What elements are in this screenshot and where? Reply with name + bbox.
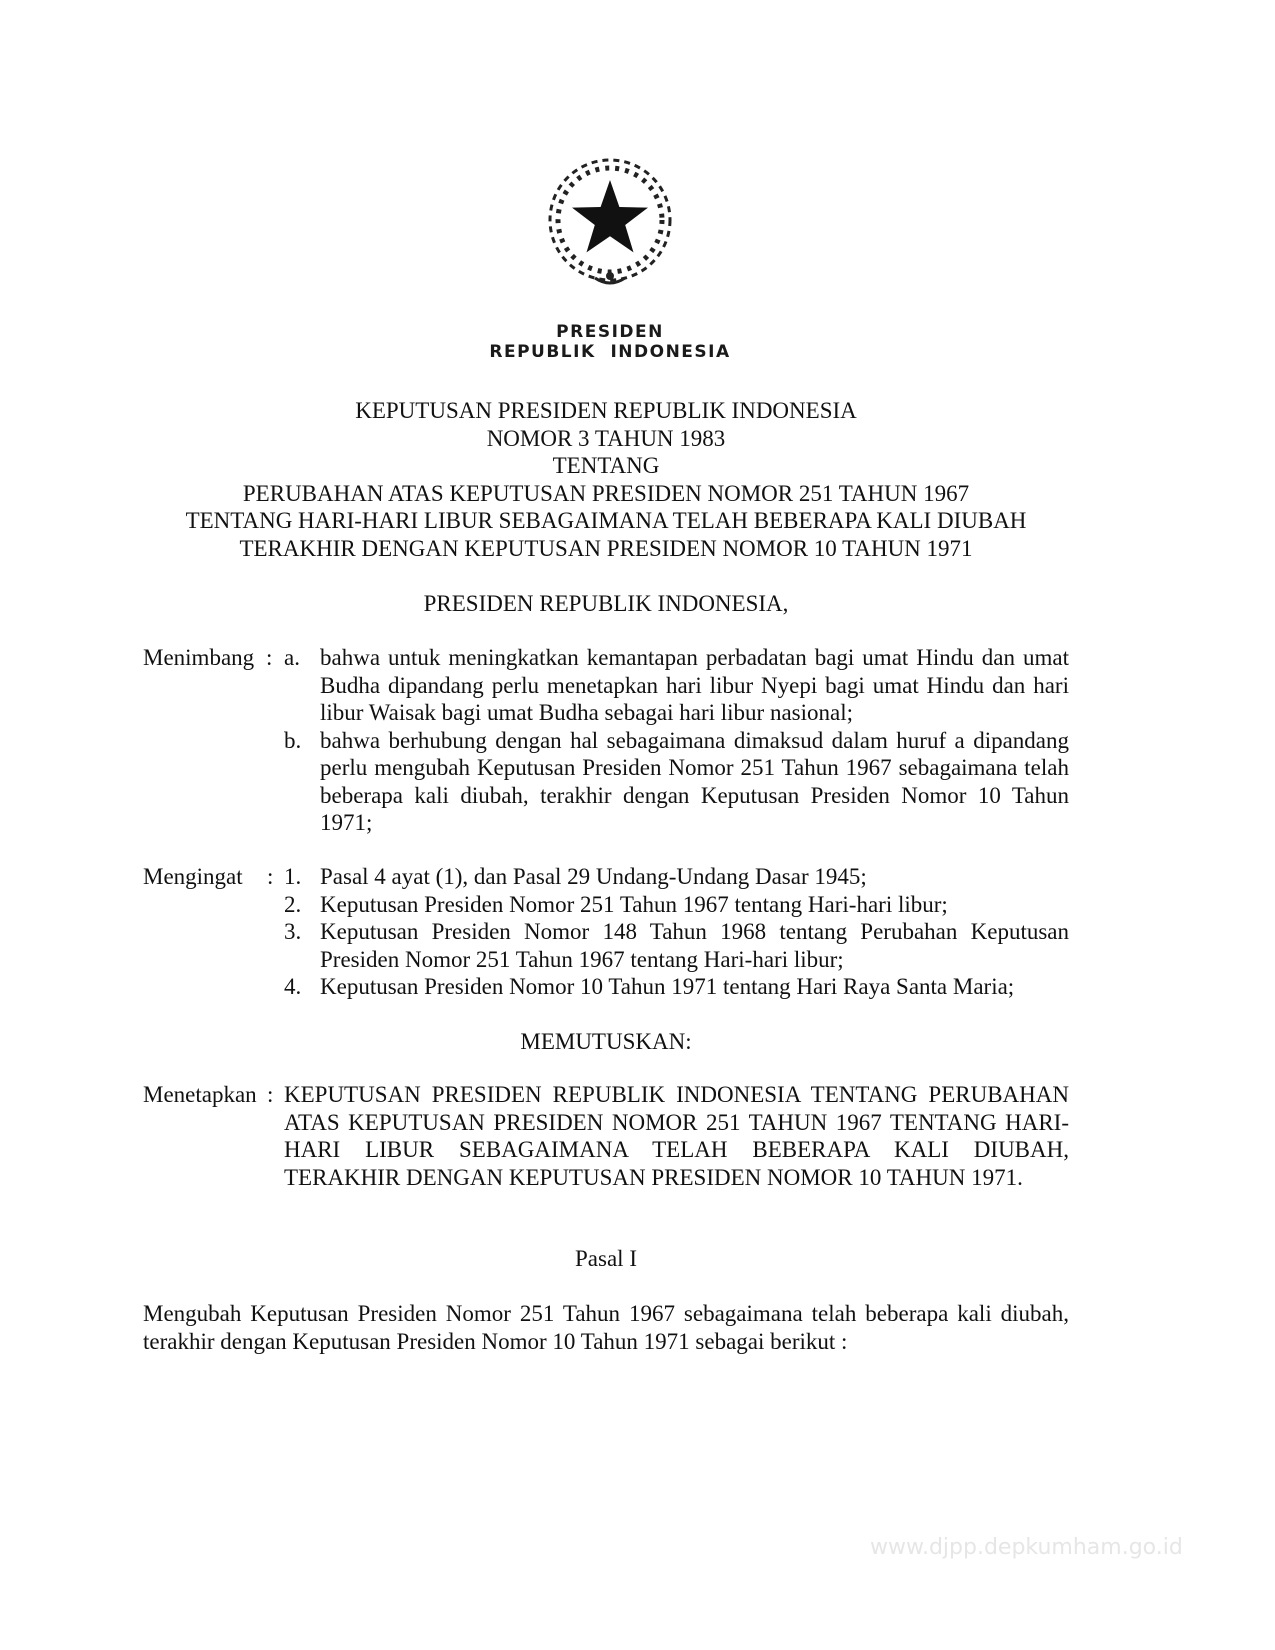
mengingat-item (284, 918, 1069, 973)
mengingat-item-text: Keputusan Presiden Nomor 10 Tahun 1971 tentang Hari Raya Santa Maria; (320, 974, 1015, 999)
pasal-heading: Pasal I (575, 1246, 637, 1271)
menimbang-label: Menimbang (143, 645, 255, 670)
menimbang-item-text: bahwa berhubung dengan hal sebagaimana dimaksud dalam huruf a dipandang perlu mengubah Keputusan Presiden Nomor 251 Tahun 1967 sebagaimana telah beberapa kali diubah, terakhir dengan Keputusan Presiden Nomor 10 Tahun 1971; (320, 727, 1069, 835)
mengingat-item (284, 891, 1069, 919)
menimbang-item-mark: a. (284, 645, 300, 670)
mengingat-colon: : (267, 864, 274, 889)
menimbang-item (284, 727, 1069, 837)
pasal-body-line-2: terakhir dengan Keputusan Presiden Nomor 10 Tahun 1971 sebagai berikut : (143, 1328, 848, 1354)
menetapkan-colon: : (267, 1082, 274, 1107)
mengingat-item-mark: 1. (284, 864, 302, 889)
presidential-emblem (535, 148, 685, 298)
mengingat-item-mark: 3. (284, 919, 302, 944)
mengingat-item (284, 973, 1069, 1001)
memutuskan-heading: MEMUTUSKAN: (520, 1029, 692, 1054)
title-line-4: PERUBAHAN ATAS KEPUTUSAN PRESIDEN NOMOR 251 TAHUN 1967 (242, 480, 970, 506)
preamble: PRESIDEN REPUBLIK INDONESIA, (423, 591, 789, 616)
mengingat-item (284, 863, 1069, 891)
title-line-1: KEPUTUSAN PRESIDEN REPUBLIK INDONESIA (355, 398, 857, 423)
mengingat-item-mark: 4. (284, 974, 302, 999)
watermark: www.djpp.depkumham.go.id (870, 1535, 1183, 1560)
presidential-star-wreath-icon (535, 148, 685, 298)
menetapkan-label: Menetapkan (143, 1082, 257, 1107)
mengingat-item-text: Keputusan Presiden Nomor 251 Tahun 1967 tentang Hari-hari libur; (320, 891, 948, 917)
emblem-caption (470, 322, 750, 362)
mengingat-item-text: Pasal 4 ayat (1), dan Pasal 29 Undang-Undang Dasar 1945; (320, 864, 867, 889)
pasal-body (143, 1300, 1069, 1355)
menimbang-item-text: bahwa untuk meningkatkan kemantapan perbadatan bagi umat Hindu dan umat Budha dipandang perlu menetapkan hari libur Nyepi bagi umat Hindu dan hari libur Waisak bagi umat Budha sebagai hari libur nasional; (320, 645, 1069, 725)
title-line-5: TENTANG HARI-HARI LIBUR SEBAGAIMANA TELAH BEBERAPA KALI DIUBAH (185, 508, 1027, 533)
menimbang-colon: : (266, 645, 273, 670)
pasal-body-line-1: Mengubah Keputusan Presiden Nomor 251 Tahun 1967 sebagaimana telah beberapa kali diubah, (143, 1301, 1069, 1326)
title-line-2: NOMOR 3 TAHUN 1983 (486, 425, 726, 451)
mengingat-item-mark: 2. (284, 891, 302, 917)
menimbang-item-mark: b. (284, 727, 302, 753)
mengingat-label: Mengingat (143, 864, 243, 889)
mengingat-item-text: Keputusan Presiden Nomor 148 Tahun 1968 tentang Perubahan Keputusan Presiden Nomor 251 Tahun 1967 tentang Hari-hari libur; (320, 919, 1069, 972)
decree-title (143, 397, 1069, 562)
emblem-caption-line-1: PRESIDEN (556, 322, 664, 342)
mengingat-list (284, 863, 1069, 1001)
title-line-6: TERAKHIR DENGAN KEPUTUSAN PRESIDEN NOMOR 10 TAHUN 1971 (239, 535, 973, 561)
menimbang-item (284, 644, 1069, 727)
menetapkan-text: KEPUTUSAN PRESIDEN REPUBLIK INDONESIA TENTANG PERUBAHAN ATAS KEPUTUSAN PRESIDEN NOMOR 251 TAHUN 1967 TENTANG HARI-HARI LIBUR SEBAGAIMANA TELAH BEBERAPA KALI DIUBAH, TERAKHIR DENGAN KEPUTUSAN PRESIDEN NOMOR 10 TAHUN 1971. (284, 1082, 1069, 1190)
emblem-caption-line-2: REPUBLIK INDONESIA (489, 342, 731, 362)
menimbang-list (284, 644, 1069, 837)
title-line-3: TENTANG (552, 453, 660, 478)
